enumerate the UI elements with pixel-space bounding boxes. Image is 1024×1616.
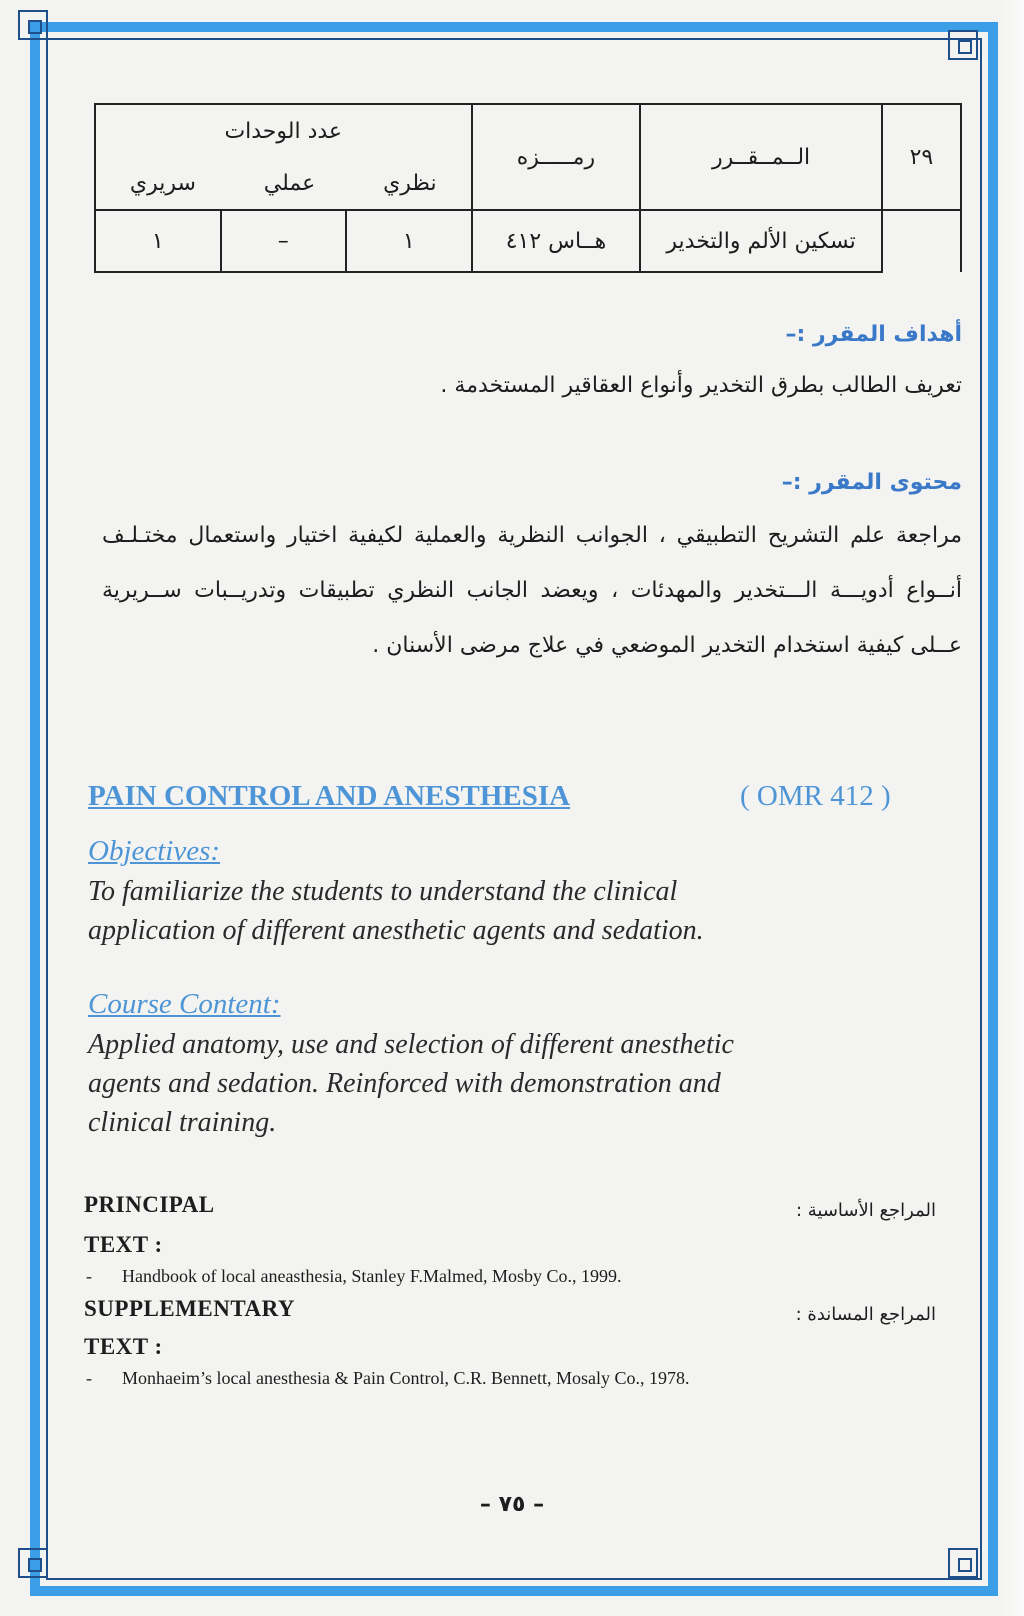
code-header: رمـــــزه [472, 104, 641, 210]
supplementary-label: SUPPLEMENTARY [84, 1296, 295, 1321]
course-content-line: agents and sedation. Reinforced with demonstration and [88, 1068, 721, 1099]
supplementary-reference [86, 1368, 689, 1389]
supplementary-text-label: TEXT : [84, 1334, 163, 1359]
supplementary-label-arabic: المراجع المساندة : [795, 1304, 936, 1325]
arabic-objectives-text: تعريف الطالب بطرق التخدير وأنواع العقاقير المستخدمة . [440, 373, 962, 398]
course-code: هــاس ٤١٢ [472, 210, 641, 272]
course-table [94, 103, 962, 273]
units-header-cell [95, 104, 472, 210]
row-number: ٢٩ [882, 104, 961, 210]
page-number: – ٧٥ – [479, 1492, 545, 1517]
frame-corner-bottom-right [948, 1548, 978, 1578]
list-dash: - [86, 1266, 92, 1286]
units-practical: – [221, 210, 346, 272]
row-number-spacer [882, 210, 961, 272]
course-code-english: ( OMR 412 ) [740, 780, 891, 812]
principal-label: PRINCIPAL [84, 1192, 215, 1217]
list-dash: - [86, 1368, 92, 1388]
course-title: PAIN CONTROL AND ANESTHESIA [88, 780, 571, 812]
principal-reference-text: Handbook of local aneasthesia, Stanley F.Malmed, Mosby Co., 1999. [122, 1266, 622, 1286]
units-theory: ١ [346, 210, 472, 272]
principal-reference [86, 1266, 621, 1287]
course-content-heading: Course Content: [88, 988, 281, 1020]
course-content-text [88, 1025, 888, 1142]
units-clinical-header: سريري [129, 170, 196, 196]
principal-text-label: TEXT : [84, 1232, 163, 1257]
page-edge-shadow [998, 0, 1024, 1616]
course-content-line: clinical training. [88, 1107, 277, 1138]
arabic-content-heading: محتوى المقرر :– [781, 470, 962, 495]
objectives-line: application of different anesthetic agents and sedation. [88, 915, 704, 946]
course-header: الــمــقــرر [640, 104, 881, 210]
objectives-line: To familiarize the students to understand the clinical [88, 876, 678, 907]
frame-corner-top-right [948, 30, 978, 60]
frame-corner-top-left [18, 10, 48, 40]
principal-label-arabic: المراجع الأساسية : [795, 1200, 936, 1221]
units-header: عدد الوحدات [224, 118, 343, 144]
units-clinical: ١ [95, 210, 221, 272]
units-theory-header: نظري [383, 170, 437, 196]
objectives-heading: Objectives: [88, 835, 221, 867]
arabic-objectives-heading: أهداف المقرر :– [785, 322, 962, 347]
arabic-content-text: مراجعة علم التشريح التطبيقي ، الجوانب النظرية والعملية لكيفية اختيار واستعمال مختـلـف أنــواع أدويـــة الـــتخدير والمهدئات ، ويعضد الجانب النظري تطبيقات وتدريــبات ســريرية عــلى كيفية استخدام التخدير الموضعي في علاج مرضى الأسنان . [102, 523, 962, 658]
supplementary-reference-text: Monhaeim’s local anesthesia & Pain Control, C.R. Bennett, Mosaly Co., 1978. [122, 1368, 690, 1388]
course-name: تسكين الألم والتخدير [640, 210, 881, 272]
objectives-text [88, 872, 888, 950]
frame-corner-bottom-left [18, 1548, 48, 1578]
course-content-line: Applied anatomy, use and selection of different anesthetic [88, 1029, 734, 1060]
units-practical-header: عملي [263, 170, 316, 196]
